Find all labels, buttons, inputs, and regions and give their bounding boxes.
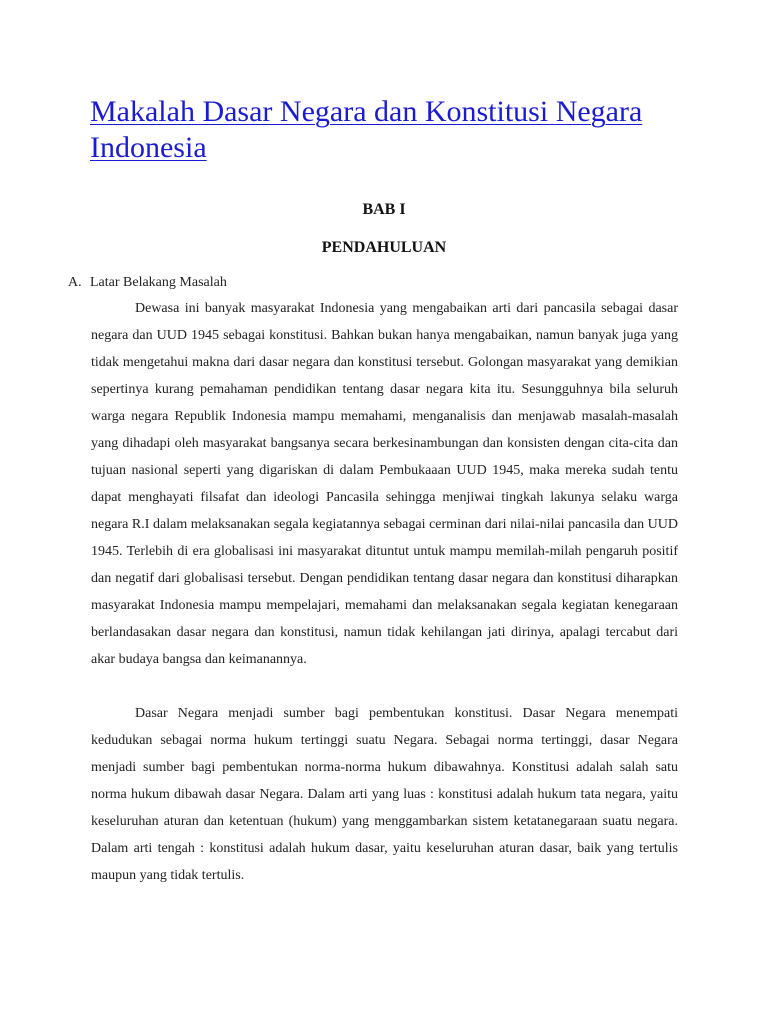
chapter-number: BAB I	[362, 201, 406, 218]
section-heading-text: Latar Belakang Masalah	[90, 275, 227, 290]
chapter-title: PENDAHULUAN	[321, 239, 447, 256]
document-title-link[interactable]: Makalah Dasar Negara dan Konstitusi Negara Indonesia	[90, 95, 643, 164]
body-paragraph-1: Dewasa ini banyak masyarakat Indonesia yang mengabaikan arti dari pancasila sebagai dasar negara dan UUD 1945 sebagai konstitusi. Bahkan bukan hanya mengabaikan, namun banyak juga yang tidak mengetahui makna dari dasar negara dan konstitusi tersebut. Golongan masyarakat yang demikian sepertinya kurang pemahaman pendidikan tentang dasar negara kita itu. Sesungguhnya bila seluruh warga negara Republik Indonesia mampu memahami, menganalisis dan menjawab masalah-masalah yang dihadapi oleh masyarakat bangsanya secara berkesinambungan dan konsisten dengan cita-cita dan tujuan nasional seperti yang digariskan di dalam Pembukaaan UUD 1945, maka mereka sudah tentu dapat menghayati filsafat dan ideologi Pancasila sehingga menjiwai tingkah lakunya selaku warga negara R.I dalam melaksanakan segala kegiatannya sebagai cerminan dari nilai-nilai pancasila dan UUD 1945. Terlebih di era globalisasi ini masyarakat dituntut untuk mampu memilah-milah pengaruh positif dan negatif dari globalisasi tersebut. Dengan pendidikan tentang dasar negara dan konstitusi diharapkan masyarakat Indonesia mampu mempelajari, memahami dan melaksanakan segala kegiatan kenegaraan berlandasakan dasar negara dan konstitusi, namun tidak kehilangan jati dirinya, apalagi tercabut dari akar budaya bangsa dan keimanannya.	[91, 301, 678, 667]
section-marker: A.	[68, 275, 82, 290]
body-paragraph-2: Dasar Negara menjadi sumber bagi pembentukan konstitusi. Dasar Negara menempati kedudukan sebagai norma hukum tertinggi suatu Negara. Sebagai norma tertinggi, dasar Negara menjadi sumber bagi pembentukan norma-norma hukum dibawahnya. Konstitusi adalah salah satu norma hukum dibawah dasar Negara. Dalam arti yang luas : konstitusi adalah hukum tata negara, yaitu keseluruhan aturan dan ketentuan (hukum) yang menggambarkan sistem ketatanegaraan suatu negara. Dalam arti tengah : konstitusi adalah hukum dasar, yaitu keseluruhan aturan dasar, baik yang tertulis maupun yang tidak tertulis.	[91, 706, 678, 883]
section-heading	[68, 275, 227, 291]
